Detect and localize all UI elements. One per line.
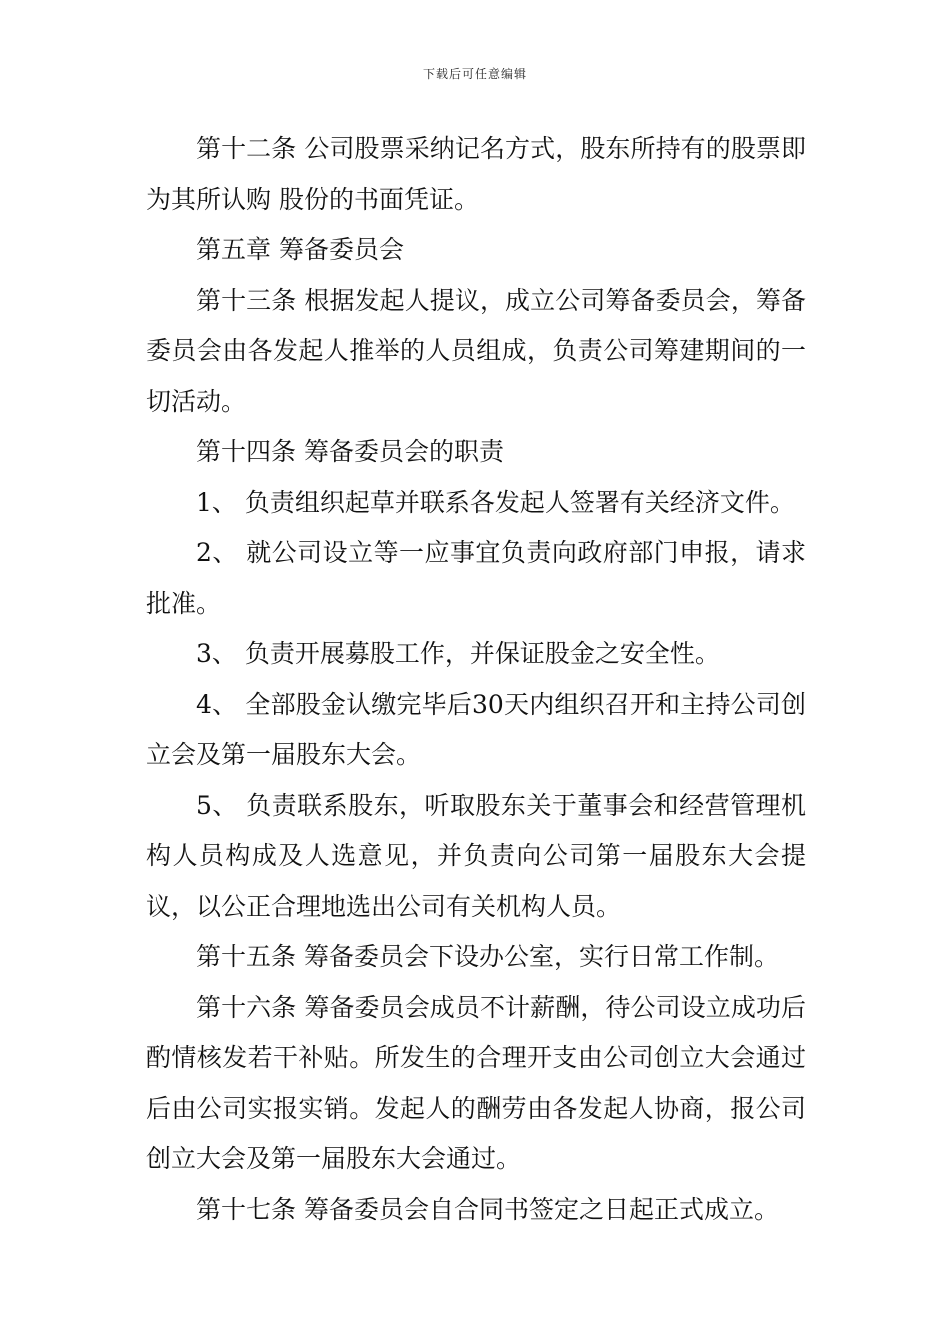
document-body: [146, 124, 806, 1235]
page-header-note: 下载后可任意编辑: [422, 67, 527, 81]
article-12: 第十二条 公司股票采纳记名方式，股东所持有的股票即为其所认购 股份的书面凭证。: [146, 134, 806, 214]
article-16: 第十六条 筹备委员会成员不计薪酬，待公司设立成功后酌情核发若干补贴。所发生的合理开支由公司创立大会通过后由公司实报实销。发起人的酬劳由各发起人协商，报公司创立大会及第一届股东大会通过。: [146, 992, 806, 1173]
duty-item-4: 4、 全部股金认缴完毕后30天内组织召开和主持公司创立会及第一届股东大会。: [146, 689, 806, 769]
article-17: 第十七条 筹备委员会自合同书签定之日起正式成立。: [196, 1194, 779, 1224]
article-15: 第十五条 筹备委员会下设办公室，实行日常工作制。: [196, 942, 779, 971]
article-13: 第十三条 根据发起人提议，成立公司筹备委员会，筹备委员会由各发起人推举的人员组成，负责公司筹建期间的一切活动。: [146, 285, 806, 416]
duty-item-1: 1、 负责组织起草并联系各发起人签署有关经济文件。: [196, 487, 795, 517]
duty-item-3: 3、 负责开展募股工作，并保证股金之安全性。: [196, 639, 720, 668]
duty-item-2: 2、 就公司设立等一应事宜负责向政府部门申报，请求批准。: [146, 538, 806, 618]
chapter-5-heading: 第五章 筹备委员会: [196, 235, 404, 264]
duty-item-5: 5、 负责联系股东，听取股东关于董事会和经营管理机构人员构成及人选意见，并负责向公司第一届股东大会提议，以公正合理地选出公司有关机构人员。: [146, 790, 806, 921]
article-14-heading: 第十四条 筹备委员会的职责: [196, 437, 504, 466]
